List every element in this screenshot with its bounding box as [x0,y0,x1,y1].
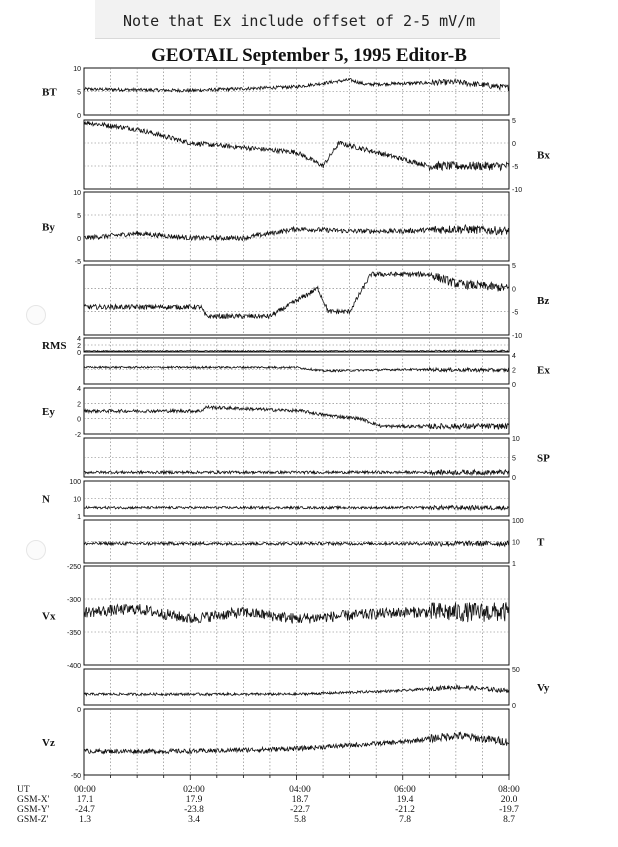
tick-label-rms: 0 [77,350,81,357]
tick-label-vy: 0 [512,703,516,710]
panel-label-bt: BT [42,86,57,99]
tick-label-n: 100 [69,479,81,486]
tick-label-bx: -5 [512,164,519,171]
tick-label-ey: 0 [77,416,81,424]
footer-col-4 [489,785,529,825]
tick-label-bt: 10 [73,66,81,73]
tick-label-n: 10 [73,496,81,504]
footer-z: 7.8 [399,815,411,825]
tick-label-vz: 0 [77,707,81,714]
footer-ut: 06:00 [394,785,416,795]
tick-label-bx: 0 [512,141,516,148]
footer-y: -23.8 [184,805,204,815]
footer-z: 1.3 [79,815,91,825]
footer-col-1 [174,785,214,825]
tick-label-ex: 0 [512,382,516,389]
tick-label-vx: -300 [66,597,81,604]
footer-label-x: GSM-X' [17,795,50,805]
footer-ut: 04:00 [289,785,311,795]
footer-col-3 [385,785,425,825]
trace-vz [84,732,509,753]
tick-label-n: 1 [77,514,81,521]
chart-title: GEOTAIL September 5, 1995 Editor-B [151,45,467,66]
footer-ut: 08:00 [498,785,520,795]
tick-label-vx: -350 [66,630,81,637]
panel-label-by: By [42,221,55,234]
footer-label-ut: UT [17,785,30,795]
footer-col-2 [280,785,320,825]
footer-y: -21.2 [395,805,415,815]
panel-label-bx: Bx [537,149,550,162]
footer-x: 17.9 [185,795,203,805]
panel-label-vy: Vy [537,682,550,694]
footer-x: 18.7 [291,795,309,805]
tick-label-ex: 2 [512,367,516,375]
footer-x: 17.1 [76,795,94,805]
tick-label-t: 1 [512,561,516,568]
tick-label-bx: -10 [512,187,523,194]
panel-label-rms: RMS [42,340,67,352]
tick-label-sp: 5 [512,455,516,463]
panel-label-bz: Bz [537,295,550,307]
tick-label-bz: 0 [512,286,516,294]
tick-label-bt: 5 [77,89,81,97]
panel-label-sp: SP [537,452,550,465]
tick-label-t: 10 [512,539,520,547]
tick-label-ey: 4 [77,386,81,393]
footer-z: 5.8 [294,815,306,825]
footer-ut: 00:00 [74,785,96,795]
panel-label-vz: Vz [42,737,55,749]
footer-y: -24.7 [75,805,95,815]
tick-label-vx: -250 [66,564,81,571]
tick-label-ey: -2 [74,432,81,439]
tick-label-by: -5 [74,259,81,266]
tick-label-vx: -400 [66,663,81,670]
tick-label-ex: 4 [512,353,516,360]
tick-label-ey: 2 [77,401,81,409]
panel-label-ex: Ex [537,364,550,377]
tick-label-bz: -10 [512,333,523,340]
trace-ey [84,406,509,429]
panel-label-ey: Ey [42,406,55,418]
tick-label-sp: 10 [512,436,520,443]
footer-col-0 [65,785,105,825]
panel-label-vx: Vx [42,610,56,623]
footer-label-y: GSM-Y' [17,805,50,815]
tick-label-sp: 0 [512,475,516,482]
tick-label-by: 0 [77,236,81,243]
footer-x: 20.0 [500,795,518,805]
footer-ut: 02:00 [183,785,205,795]
footer-z: 8.7 [503,815,515,825]
footer-z: 3.4 [188,815,200,825]
tick-label-bz: -5 [512,309,519,317]
panel-label-n: N [42,493,50,506]
tick-label-bz: 5 [512,263,516,270]
tick-label-by: 10 [73,190,81,197]
tick-label-t: 100 [512,518,524,525]
tick-label-vy: 50 [512,667,520,674]
footer-row-labels [17,785,49,825]
panel-label-t: T [537,536,545,549]
tick-label-bt: 0 [77,113,81,120]
footer-y: -19.7 [499,805,519,815]
panel-frame-by [84,192,509,261]
tick-label-rms: 2 [77,343,81,350]
offset-note: Note that Ex include offset of 2-5 mV/m [123,12,476,30]
panel-frame-bx [84,120,509,189]
tick-label-by: 5 [77,213,81,220]
footer-x: 19.4 [396,795,414,805]
tick-label-bx: 5 [512,118,516,125]
footer-label-z: GSM-Z' [17,815,49,825]
tick-label-rms: 4 [77,336,81,343]
footer-y: -22.7 [290,805,310,815]
tick-label-vz: -50 [70,773,81,780]
